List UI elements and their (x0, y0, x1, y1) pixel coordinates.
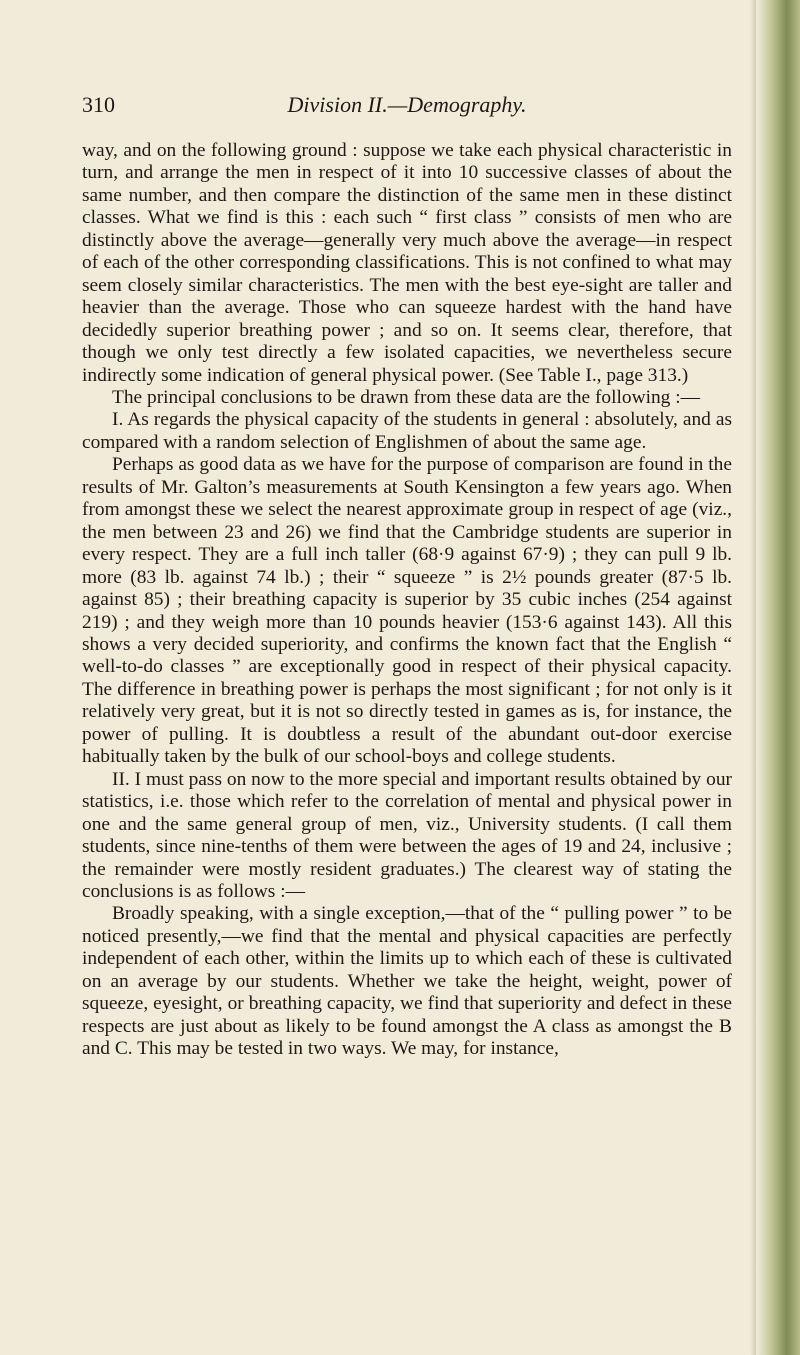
paragraph: II. I must pass on now to the more special and important results obtained by our statistics, i.e. those which refer to the correlation of mental and physical power in one and the same general group of men, viz., University students. (I call them students, since nine-tenths of them were between the ages of 19 and 24, inclusive ; the remainder were mostly resident graduates.) The clearest way of stating the conclusions is as follows :— (82, 768, 732, 902)
page-edge-strip (756, 0, 800, 1355)
paragraph: Broadly speaking, with a single exception,—that of the “ pulling power ” to be noticed presently,—we find that the mental and physical capacities are perfectly independent of each other, within the limits up to which each of these is cultivated on an average by our students. Whether we take the height, weight, power of squeeze, eyesight, or breathing capacity, we find that superiority and defect in these respects are just about as likely to be found amongst the A class as amongst the B and C. This may be tested in two ways. We may, for instance, (82, 903, 732, 1060)
body-text (82, 140, 732, 1061)
paragraph: The principal conclusions to be drawn from these data are the following :— (112, 386, 701, 408)
paragraph: Perhaps as good data as we have for the purpose of comparison are found in the results of Mr. Galton’s measurements at South Kensington a few years ago. When from amongst these we select the nearest approximate group in respect of age (viz., the men between 23 and 26) we find that the Cambridge students are superior in every respect. They are a full inch taller (68·9 against 67·9) ; they can pull 9 lb. more (83 lb. against 74 lb.) ; their “ squeeze ” is 2½ pounds greater (87·5 lb. against 85) ; their breathing capacity is superior by 35 cubic inches (254 against 219) ; and they weigh more than 10 pounds heavier (153·6 against 143). All this shows a very decided superiority, and confirms the known fact that the English “ well-to-do classes ” are exceptionally good in respect of their physical capacity. The difference in breathing power is perhaps the most significant ; for not only is it relatively very great, but it is not so directly tested in games as is, for instance, the power of pulling. It is doubtless a result of the abundant out-door exercise habitually taken by the bulk of our school-boys and college students. (82, 454, 732, 768)
page-header (82, 92, 732, 120)
page-number: 310 (82, 92, 115, 117)
paragraph-continued: way, and on the following ground : suppose we take each physical characteristic in turn, and arrange the men in respect of it into 10 successive classes of about the same number, and then compare the distinction of the same men in these distinct classes. What we find is this : each such “ first class ” consists of men who are distinctly above the average—generally very much above the average—in respect of each of the other corresponding classifications. This is not confined to what may seem closely similar characteristics. The men with the best eye-sight are taller and heavier than the average. Those who can squeeze hardest with the hand have decidedly superior breathing power ; and so on. It seems clear, therefore, that though we only test directly a few isolated capacities, we nevertheless secure indirectly some indication of general physical power. (See Table I., page 313.) (82, 140, 732, 386)
paragraph: I. As regards the physical capacity of the students in general : absolutely, and as compared with a random selection of Englishmen of about the same age. (82, 409, 732, 453)
running-head: Division II.—Demography. (287, 92, 527, 117)
